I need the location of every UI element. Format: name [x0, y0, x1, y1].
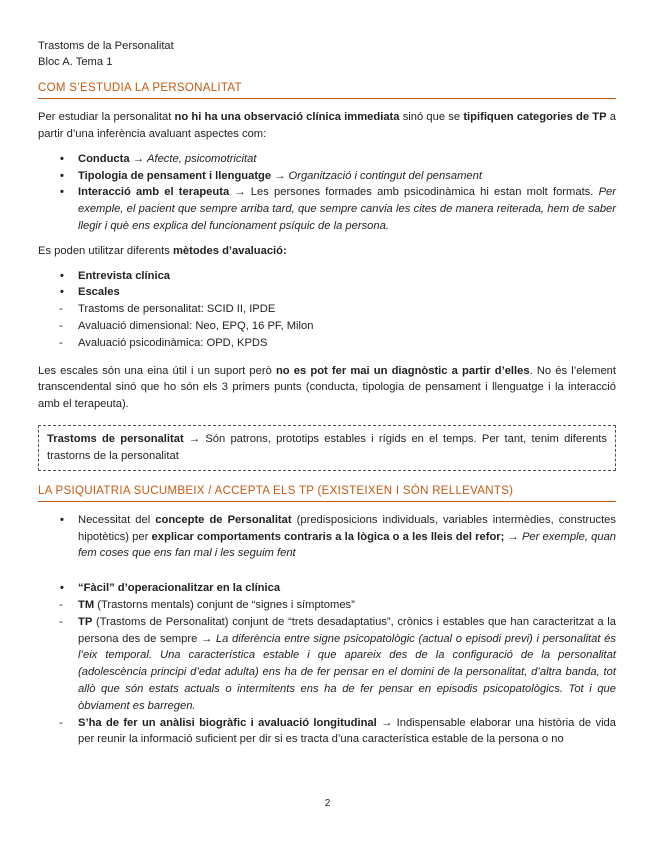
scales-list — [38, 301, 616, 351]
methods-paragraph: Es poden utilitzar diferents mètodes d’avaluació: — [38, 244, 287, 257]
list-item: • Necessitat del concepte de Personalitat (predisposicions individuals, variables intermèdies, constructes hipotètics) per explicar comportaments contraris a la lògica o a les lleis del refor; → Per exemple, quan fem coses que ens fan mal i les seguim fent — [78, 512, 616, 562]
aspects-list — [38, 151, 616, 235]
list-item: • Conducta → Afecte, psicomotricitat — [78, 151, 616, 168]
list-item: - Trastoms de personalitat: SCID II, IPDE — [78, 301, 616, 318]
methods-list — [38, 268, 616, 302]
list-item: - Avaluació dimensional: Neo, EPQ, 16 PF, Milon — [78, 318, 616, 335]
list-item: • Tipologia de pensament i llenguatge → Organització i contingut del pensament — [78, 168, 616, 185]
operational-list — [38, 580, 616, 597]
header-title: Trastoms de la Personalitat — [38, 40, 174, 52]
list-item: • Escales — [78, 284, 616, 301]
definition-box: Trastoms de personalitat → Són patrons, prototips estables i rígids en el temps. Per tant, tenim diferents trastorns de la personalitat — [38, 425, 616, 471]
section-title-psiquiatria: LA PSIQUIATRIA SUCUMBEIX / ACCEPTA ELS TP (EXISTEIXEN I SÓN RELLEVANTS) — [38, 483, 616, 502]
scales-paragraph: Les escales són una eina útil i un suport però no es pot fer mai un diagnòstic a partir d’elles. No és l’element transcendental sinó que ho són els 3 primers punts (conducta, tipologia de pensament i llenguatge i la interacció amb el terapeuta). — [38, 364, 617, 411]
operational-sublist — [38, 597, 616, 748]
section-title-estudia: COM S’ESTUDIA LA PERSONALITAT — [38, 80, 616, 99]
running-header — [38, 38, 616, 70]
concept-list — [38, 512, 616, 562]
list-item: - S’ha de fer un anàlisi biogràfic i avaluació longitudinal → Indispensable elaborar una història de vida per reunir la informació suficient per dir si es tracta d’una característica estable de la persona o no — [78, 715, 616, 749]
header-subtitle: Bloc A. Tema 1 — [38, 56, 113, 68]
document-page — [38, 38, 616, 748]
list-item: - TP (Trastoms de Personalitat) conjunt de “trets desadaptatius”, crònics i estables que han caracteritzat a la persona des de sempre → La diferència entre signe psicopatològic (actual o episodi previ) i personalitat és l’eix temporal. Una característica estable i que apareix des de la configuració de la personalitat (adolescència principi d’edat adulta) ens ha de fer pensar en el domini de la personalitat, d’altra banda, tot allò que són estats actuals o intermitents ens ha de fer pensar en episodis psicopatològics. Tot i que òbviament es barregen. — [78, 614, 616, 715]
list-item: • Interacció amb el terapeuta → Les persones formades amb psicodinàmica hi estan molt formats. Per exemple, el pacient que sempre arriba tard, que sempre canvia les cites de manera reiterada, hem de saber llegir i què ens explica del funcionament psíquic de la persona. — [78, 184, 616, 234]
list-item: - TM (Trastorns mentals) conjunt de “signes i símptomes” — [78, 597, 616, 614]
page-number: 2 — [324, 798, 331, 809]
list-item: • “Fàcil” d’operacionalitzar en la clínica — [78, 580, 616, 597]
list-item: • Entrevista clínica — [78, 268, 616, 285]
list-item: - Avaluació psicodinàmica: OPD, KPDS — [78, 335, 616, 352]
intro-paragraph: Per estudiar la personalitat no hi ha una observació clínica immediata sinó que se tipifiquen categories de TP a partir d’una inferència avaluant aspectes com: — [38, 111, 616, 141]
